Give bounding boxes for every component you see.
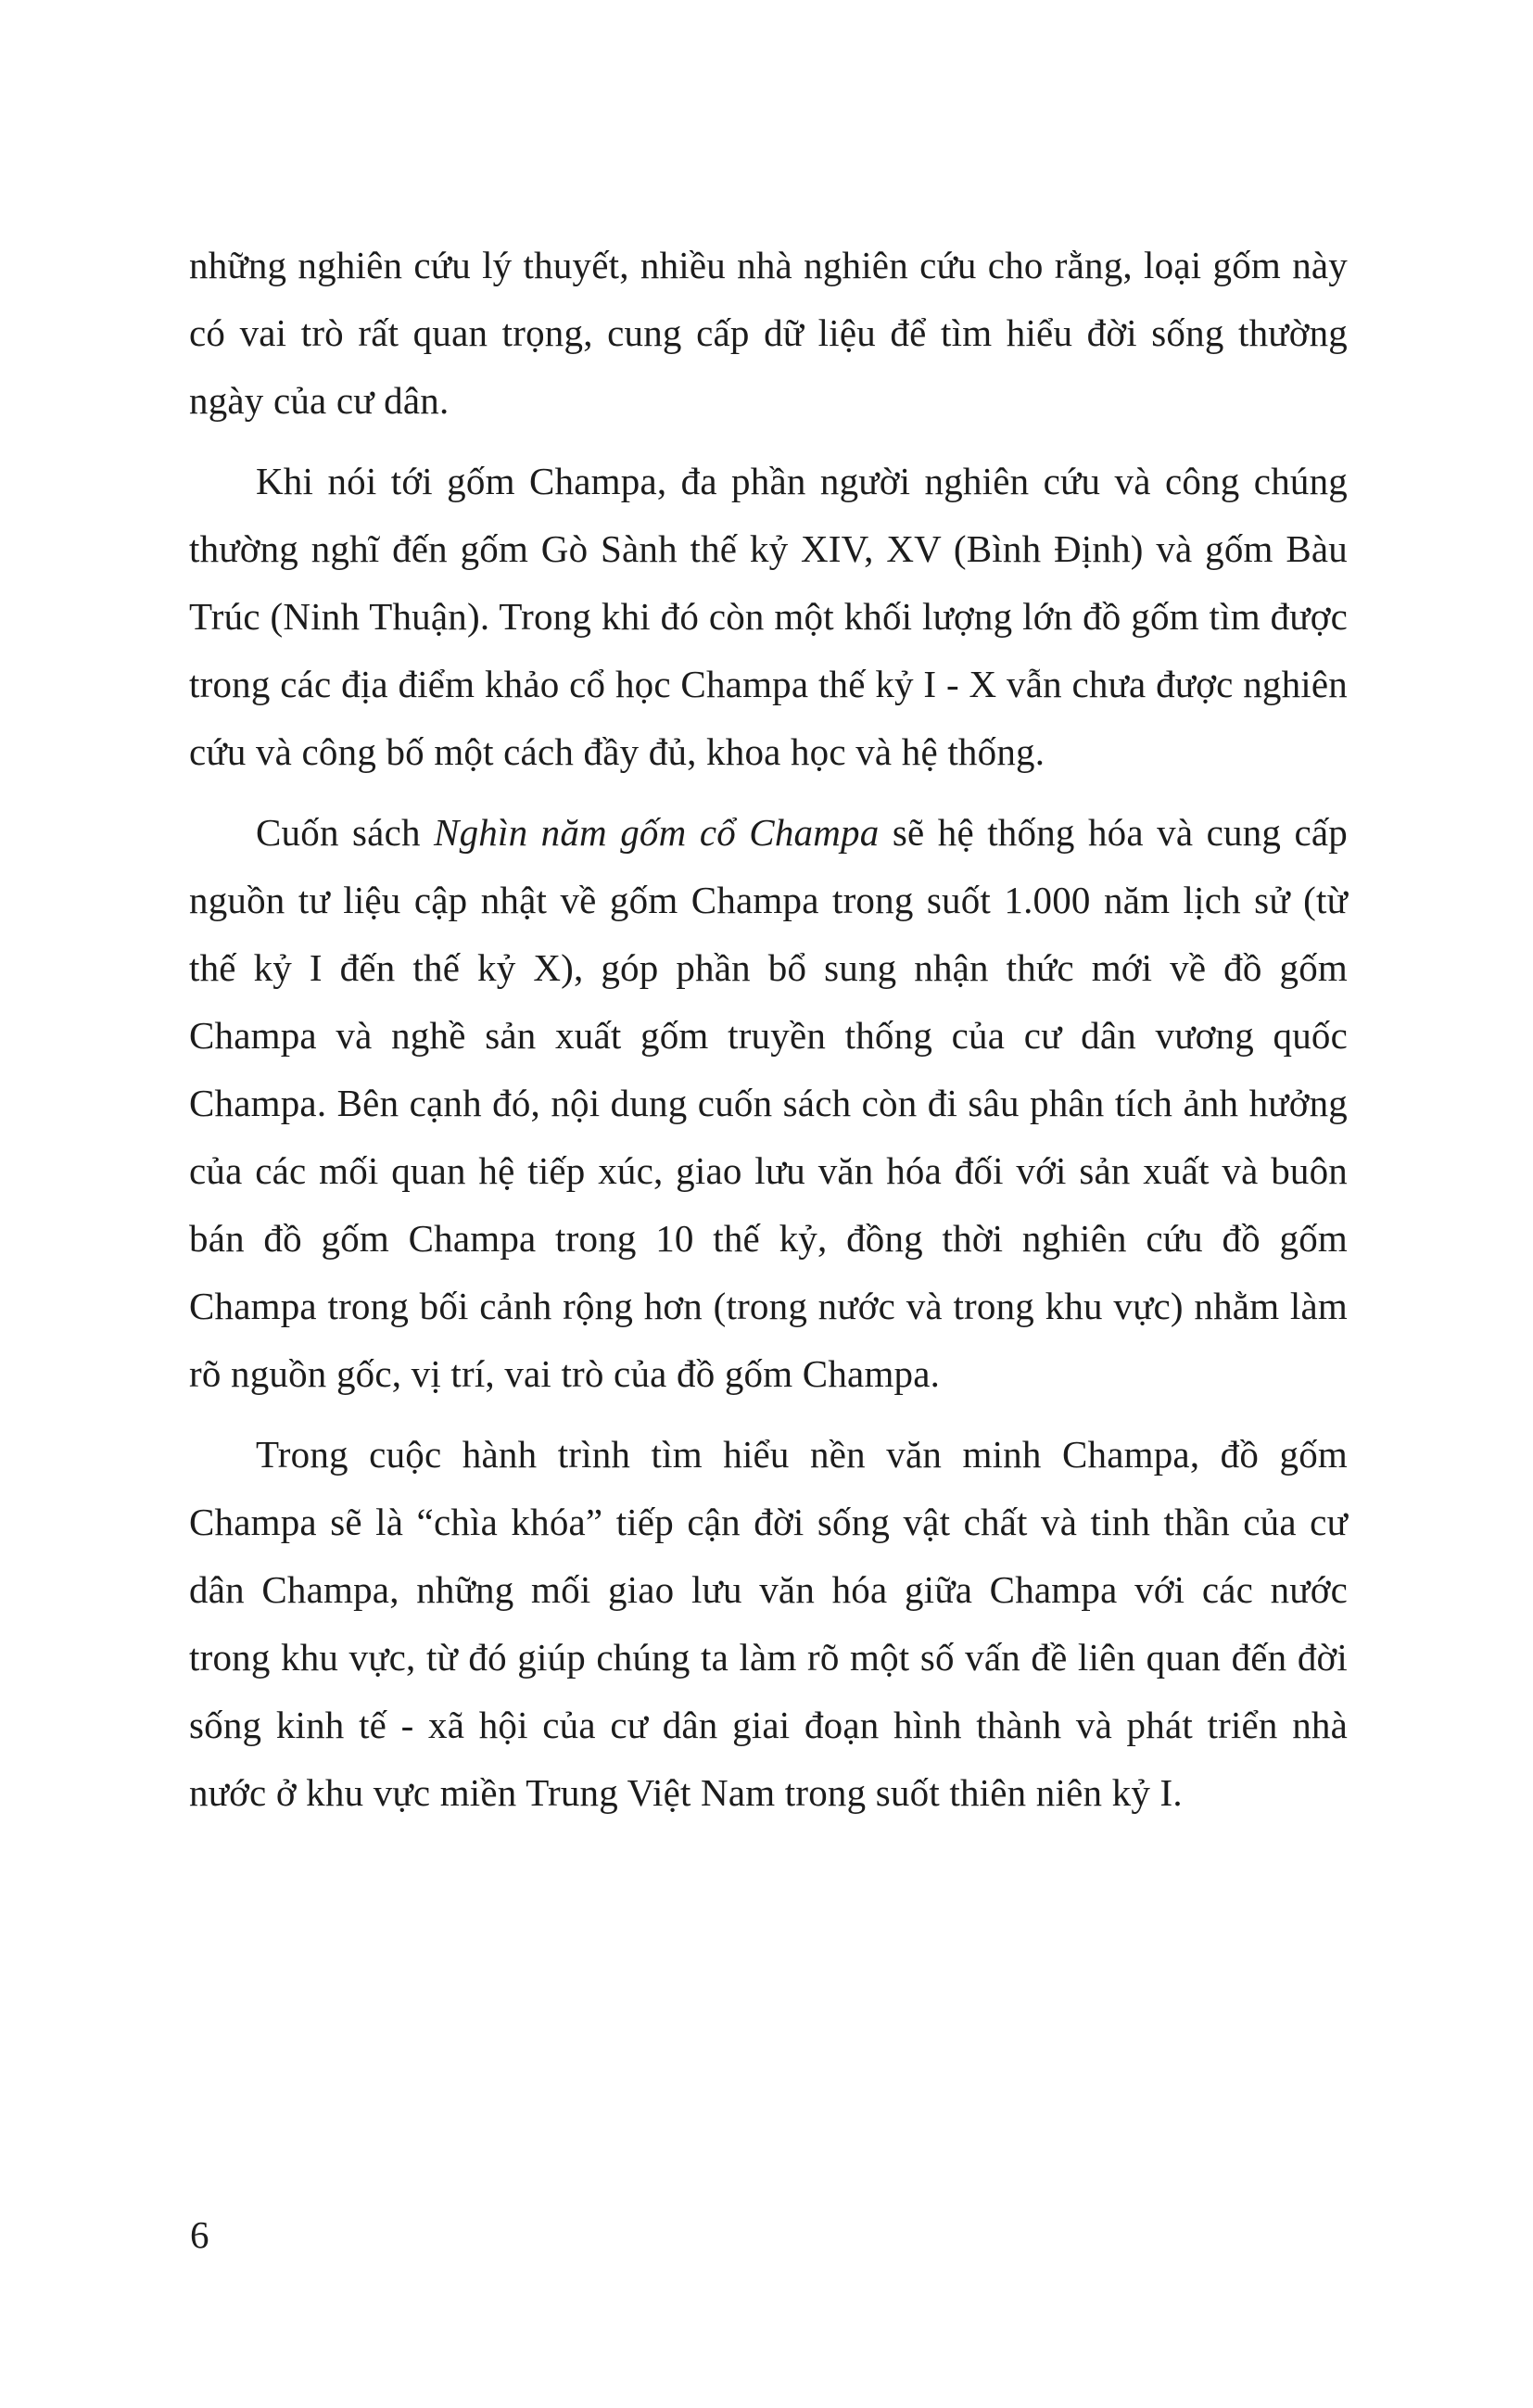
- paragraph-book-intro: [189, 799, 1348, 1408]
- paragraph-book-intro-lead: Cuốn sách: [256, 811, 435, 854]
- paragraph-book-intro-rest: sẽ hệ thống hóa và cung cấp nguồn tư liệu cập nhật về gốm Champa trong suốt 1.000 năm lịch sử (từ thế kỷ I đến thế kỷ X), góp phần bổ sung nhận thức mới về đồ gốm Champa và nghề sản xuất gốm truyền thống của cư dân vương quốc Champa. Bên cạnh đó, nội dung cuốn sách còn đi sâu phân tích ảnh hưởng của các mối quan hệ tiếp xúc, giao lưu văn hóa đối với sản xuất và buôn bán đồ gốm Champa trong 10 thế kỷ, đồng thời nghiên cứu đồ gốm Champa trong bối cảnh rộng hơn (trong nước và trong khu vực) nhằm làm rõ nguồn gốc, vị trí, vai trò của đồ gốm Champa.: [189, 811, 1348, 1395]
- page-number: 6: [190, 2213, 209, 2256]
- text-block: [189, 232, 1348, 1827]
- paragraph-go-sanh: Khi nói tới gốm Champa, đa phần người nghiên cứu và công chúng thường nghĩ đến gốm Gò Sành thế kỷ XIV, XV (Bình Định) và gốm Bàu Trúc (Ninh Thuận). Trong khi đó còn một khối lượng lớn đồ gốm tìm được trong các địa điểm khảo cổ học Champa thế kỷ I - X vẫn chưa được nghiên cứu và công bố một cách đầy đủ, khoa học và hệ thống.: [189, 460, 1348, 773]
- paragraph-continuation: những nghiên cứu lý thuyết, nhiều nhà nghiên cứu cho rằng, loại gốm này có vai trò rất quan trọng, cung cấp dữ liệu để tìm hiểu đời sống thường ngày của cư dân.: [189, 244, 1348, 422]
- book-title-italic: Nghìn năm gốm cổ Champa: [434, 811, 880, 854]
- paragraph-conclusion: Trong cuộc hành trình tìm hiểu nền văn minh Champa, đồ gốm Champa sẽ là “chìa khóa” tiếp cận đời sống vật chất và tinh thần của cư dân Champa, những mối giao lưu văn hóa giữa Champa với các nước trong khu vực, từ đó giúp chúng ta làm rõ một số vấn đề liên quan đến đời sống kinh tế - xã hội của cư dân giai đoạn hình thành và phát triển nhà nước ở khu vực miền Trung Việt Nam trong suốt thiên niên kỷ I.: [189, 1433, 1348, 1814]
